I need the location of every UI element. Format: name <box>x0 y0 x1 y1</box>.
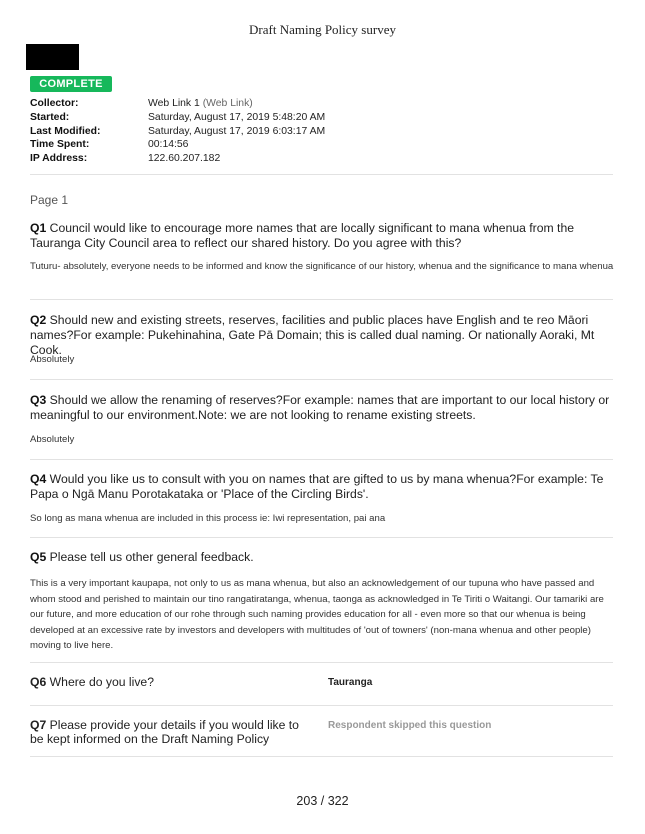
answer-3: Absolutely <box>30 434 75 445</box>
meta-row-ip <box>30 152 620 166</box>
question-5 <box>30 550 615 565</box>
answer-7-skipped: Respondent skipped this question <box>328 720 492 731</box>
divider <box>30 537 613 538</box>
divider <box>30 705 613 706</box>
divider <box>30 174 613 175</box>
divider <box>30 662 613 663</box>
question-3 <box>30 393 615 423</box>
question-text: Would you like us to consult with you on names that are gifted to us by mana whenua?For example: Te Papa o Ngā Manu Porotakataka or 'Place of the Circling Birds'. <box>30 472 604 501</box>
question-number: Q3 <box>30 393 47 407</box>
question-number: Q5 <box>30 550 47 564</box>
meta-label: Last Modified: <box>30 125 101 137</box>
status-badge: COMPLETE <box>30 76 112 92</box>
divider <box>30 379 613 380</box>
page-title: Draft Naming Policy survey <box>249 22 396 37</box>
question-number: Q4 <box>30 472 47 486</box>
question-4 <box>30 472 615 502</box>
meta-value: 00:14:56 <box>148 139 189 151</box>
meta-row-started <box>30 111 620 125</box>
meta-value <box>148 97 253 111</box>
question-7 <box>30 718 310 746</box>
meta-row-modified <box>30 125 620 139</box>
meta-label: IP Address: <box>30 153 88 165</box>
meta-row-time <box>30 138 620 152</box>
meta-label: Started: <box>30 111 70 123</box>
question-text: Where do you live? <box>49 675 154 689</box>
collector-value: Web Link 1 <box>148 98 200 109</box>
meta-value: 122.60.207.182 <box>148 153 221 165</box>
meta-label: Time Spent: <box>30 139 90 151</box>
collector-sub: (Web Link) <box>202 98 253 109</box>
question-number: Q7 <box>30 718 47 732</box>
question-text: Please provide your details if you would like to be kept informed on the Draft Naming Policy <box>30 718 299 746</box>
redacted-block <box>26 44 79 70</box>
answer-4: So long as mana whenua are included in this process ie: Iwi representation, pai ana <box>30 513 386 524</box>
question-number: Q2 <box>30 313 47 327</box>
meta-value: Saturday, August 17, 2019 5:48:20 AM <box>148 111 326 123</box>
meta-row-collector <box>30 97 620 111</box>
question-text: Please tell us other general feedback. <box>49 550 254 564</box>
meta-value: Saturday, August 17, 2019 6:03:17 AM <box>148 125 326 137</box>
question-number: Q6 <box>30 675 47 689</box>
divider <box>30 299 613 300</box>
divider <box>30 756 613 757</box>
page-label: Page 1 <box>30 193 69 207</box>
answer-5: This is a very important kaupapa, not only to us as mana whenua, but also an acknowledgement of our tupuna who have passed and whom stood and perished to maintain our tino rangatiratanga, whenua, taonga as acknowledged in Te Tiriti o Waitangi. Our tamariki are our future, and more education of our rohe through such naming provides education for all - even more so that our whenua is being developed at an excessive rate by investors and developers with multitudes of 'out of towners' (non-mana whenua and other people) moving to live here. <box>30 578 604 651</box>
question-text: Should we allow the renaming of reserves?For example: names that are important to our local history or meaningful to our environment.Note: we are not looking to rename existing streets. <box>30 393 610 422</box>
page-number: 203 / 322 <box>296 794 349 808</box>
divider <box>30 459 613 460</box>
answer-1: Tuturu- absolutely, everyone needs to be informed and know the significance of our history, whenua and the significance to mana whenua <box>30 261 614 272</box>
question-6 <box>30 675 310 689</box>
question-text: Should new and existing streets, reserves, facilities and public places have English and te reo Māori names?For example: Pukehinahina, Gate Pā Domain; this is called dual naming. Or nationally Aoraki, Mt Cook. <box>30 313 595 357</box>
response-metadata <box>30 97 620 166</box>
question-text: Council would like to encourage more names that are locally significant to mana whenua from the Tauranga City Council area to reflect our shared history. Do you agree with this? <box>30 221 574 250</box>
question-1 <box>30 221 615 251</box>
answer-2: Absolutely <box>30 354 75 365</box>
answer-6: Tauranga <box>328 677 373 688</box>
meta-label: Collector: <box>30 98 79 109</box>
question-number: Q1 <box>30 221 47 235</box>
